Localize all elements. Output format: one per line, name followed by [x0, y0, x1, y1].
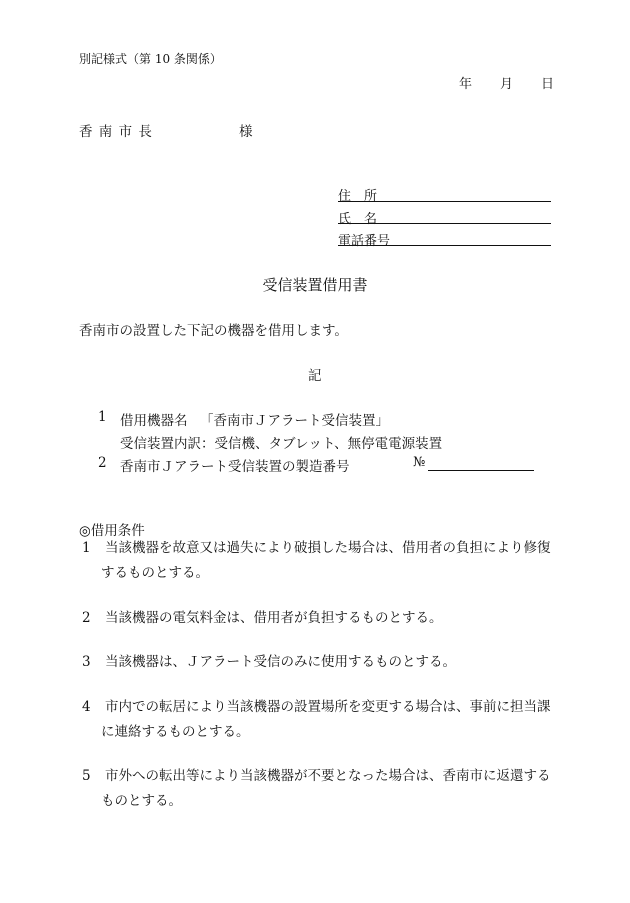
address-label: 住 所	[338, 189, 378, 204]
condition-text-line1: 当該機器は、Ｊアラート受信のみに使用するものとする。	[105, 654, 456, 670]
condition-text-line2: ものとする。	[101, 793, 182, 809]
condition-text-line1: 市内での転居により当該機器の設置場所を変更する場合は、事前に担当課	[105, 699, 551, 715]
condition-number: 4	[82, 699, 91, 715]
item-1-label: 借用機器名	[120, 413, 188, 429]
condition-text-line2: するものとする。	[101, 565, 209, 581]
item-2-number: 2	[98, 455, 107, 471]
item-1-detail: 受信装置内訳：受信機、タブレット、無停電電源装置	[120, 436, 443, 452]
address-field[interactable]	[338, 201, 551, 202]
item-1-number: 1	[98, 409, 107, 425]
item-1-value: 「香南市Ｊアラート受信装置」	[200, 413, 389, 429]
condition-number: 1	[82, 540, 91, 556]
condition-number: 2	[82, 610, 91, 626]
serial-no-field[interactable]	[428, 470, 534, 471]
addressee-honorific: 様	[239, 124, 253, 140]
condition-text-line1: 当該機器の電気料金は、借用者が負担するものとする。	[105, 610, 443, 626]
name-label: 氏 名	[338, 212, 378, 227]
form-label: 別記様式（第 10 条関係）	[79, 52, 222, 66]
addressee-name: 香 南 市 長	[79, 124, 153, 140]
conditions-heading: ◎借用条件	[79, 523, 145, 539]
condition-text-line1: 市外への転出等により当該機器が不要となった場合は、香南市に返還する	[105, 768, 551, 784]
condition-text-line2: に連絡するものとする。	[101, 724, 250, 740]
phone-field[interactable]	[338, 245, 551, 246]
condition-text-line1: 当該機器を故意又は過失により破損した場合は、借用者の負担により修復	[105, 540, 551, 556]
item-2-label: 香南市Ｊアラート受信装置の製造番号	[120, 459, 350, 475]
ki-mark: 記	[308, 368, 322, 384]
phone-label: 電話番号	[338, 234, 391, 249]
date-day: 日	[541, 77, 555, 92]
serial-no-label: №	[413, 455, 426, 470]
condition-number: 3	[82, 654, 91, 670]
date-year: 年	[459, 77, 473, 92]
document-title: 受信装置借用書	[262, 276, 368, 294]
date-month: 月	[500, 77, 514, 92]
condition-number: 5	[82, 768, 91, 784]
name-field[interactable]	[338, 223, 551, 224]
intro-text: 香南市の設置した下記の機器を借用します。	[79, 323, 348, 339]
